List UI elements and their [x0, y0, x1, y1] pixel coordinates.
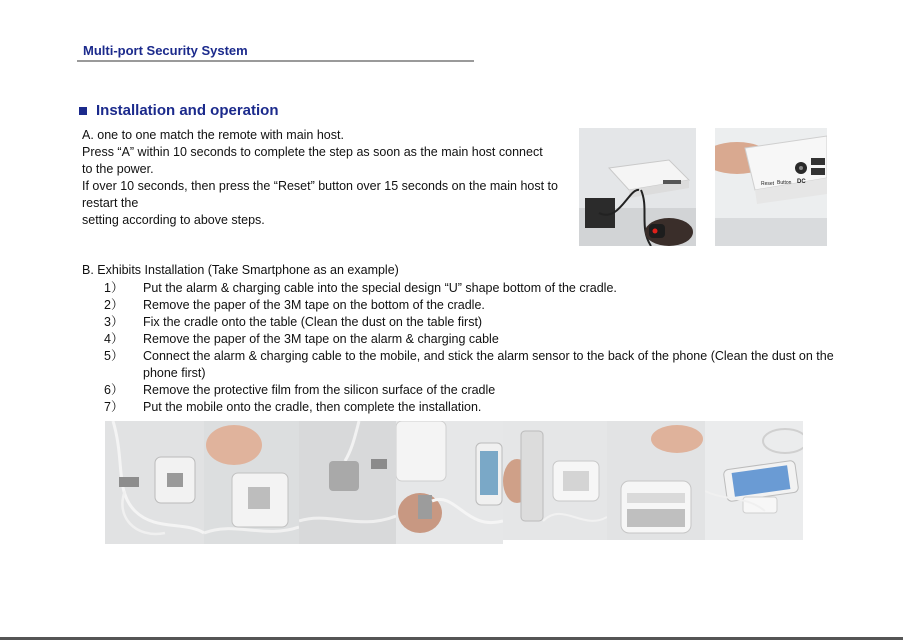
- part-a-line: restart the: [82, 196, 139, 210]
- photo-host-ports: [715, 128, 827, 246]
- header-title: Multi-port Security System: [83, 43, 248, 58]
- step-item: [104, 297, 834, 314]
- step-number: 7）: [104, 400, 124, 414]
- step-text: Remove the paper of the 3M tape on the alarm & charging cable: [143, 332, 499, 346]
- part-b-title: B. Exhibits Installation (Take Smartphone as an example): [82, 263, 399, 277]
- photo-step-fix-cradle: [299, 421, 396, 544]
- step-number: 2）: [104, 298, 124, 312]
- photo-step-remove-film: [503, 421, 607, 540]
- part-a-line: A. one to one match the remote with main host.: [82, 128, 344, 142]
- part-a-text: [82, 127, 572, 229]
- part-a-line: to the power.: [82, 162, 154, 176]
- step-number: 4）: [104, 332, 124, 346]
- step-text: Put the mobile onto the cradle, then complete the installation.: [143, 400, 482, 414]
- host-reset-label: Reset: [761, 181, 775, 187]
- step-item: [104, 399, 834, 416]
- photo-step-cradle-ready: [607, 421, 705, 540]
- photo-step-cable-in-cradle: [105, 421, 204, 544]
- step-text: Put the alarm & charging cable into the special design “U” shape bottom of the cradle.: [143, 281, 617, 295]
- square-bullet-icon: [79, 107, 87, 115]
- step-item: [104, 382, 834, 399]
- step-text: Remove the paper of the 3M tape on the bottom of the cradle.: [143, 298, 485, 312]
- step-item: [104, 280, 834, 297]
- installation-steps: [104, 280, 834, 416]
- step-item: [104, 314, 834, 331]
- step-text: Connect the alarm & charging cable to the mobile, and stick the alarm sensor to the back of the phone (Clean the dust on the phone first): [143, 349, 834, 380]
- step-number: 3）: [104, 315, 124, 329]
- part-a-line: If over 10 seconds, then press the “Reset” button over 15 seconds on the main host to: [82, 179, 558, 193]
- step-item: [104, 331, 834, 348]
- photo-step-complete: [705, 421, 803, 540]
- step-text: Fix the cradle onto the table (Clean the dust on the table first): [143, 315, 483, 329]
- host-button-label: Button: [777, 180, 792, 186]
- host-dc-label: DC: [797, 179, 806, 185]
- photo-step-remove-tape: [204, 421, 299, 544]
- step-number: 5）: [104, 349, 124, 363]
- header-rule: [77, 60, 474, 62]
- section-heading-text: Installation and operation: [96, 102, 279, 119]
- photo-step-connect-mobile: [396, 421, 503, 544]
- step-number: 1）: [104, 281, 124, 295]
- part-a-line: setting according to above steps.: [82, 213, 265, 227]
- step-text: Remove the protective film from the silicon surface of the cradle: [143, 383, 496, 397]
- photo-main-host-remote: [579, 128, 696, 246]
- part-a-line: Press “A” within 10 seconds to complete the step as soon as the main host connect: [82, 145, 543, 159]
- step-item: [104, 348, 834, 382]
- step-number: 6）: [104, 383, 124, 397]
- section-heading: [79, 102, 279, 119]
